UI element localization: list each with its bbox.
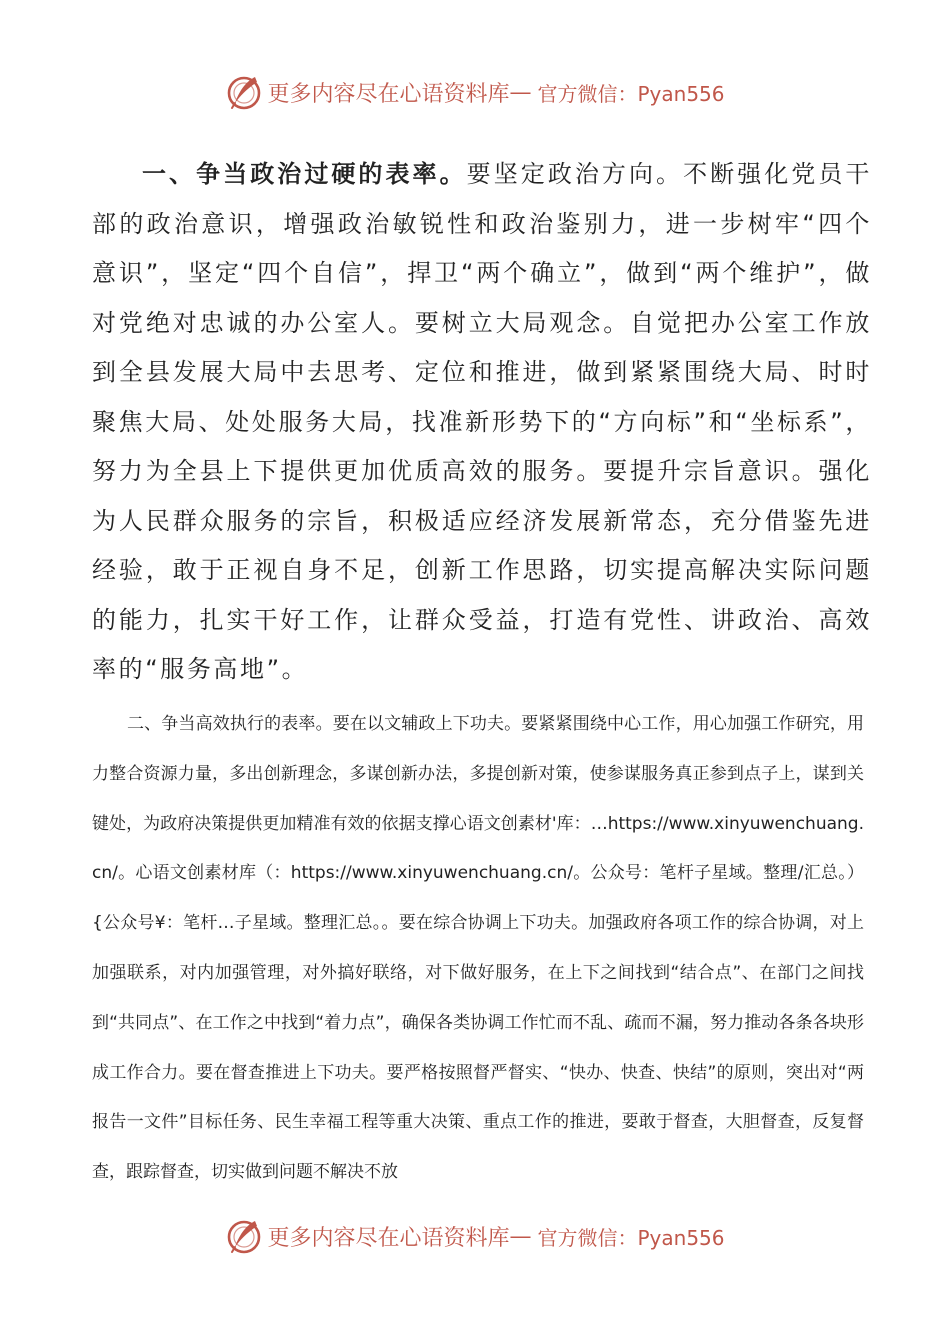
header-brand-text: 更多内容尽在心语资料库 <box>267 81 510 107</box>
footer-separator: — <box>509 1223 532 1249</box>
section1-body: 要坚定政治方向。不断强化党员干部的政治意识，增强政治敏锐性和政治鉴别力，进一步树牢“四个意识”，坚定“四个自信”，捍卫“两个确立”，做到“两个维护”，做对党绝对忠诚的办公室人。要树立大局观念。自觉把办公室工作放到全县发展大局中去思考、定位和推进，做到紧紧围绕大局、时时聚焦大局、处处服务大局，找准新形势下的“方向标”和“坐标系”，努力为全县上下提供更加优质高效的服务。要提升宗旨意识。强化为人民群众服务的宗旨，积极适应经济发展新常态，充分借鉴先进经验，敢于正视自身不足，创新工作思路，切实提高解决实际问题的能力，扎实干好工作，让群众受益，打造有党性、讲政治、高效率的“服务高地”。 <box>92 160 873 683</box>
section2-paragraph: 二、争当高效执行的表率。要在以文辅政上下功夫。要紧紧围绕中心工作，用心加强工作研究，用力整合资源力量，多出创新理念，多谋创新办法，多提创新对策，使参谋服务真正参到点子上，谋到关键处，为政府决策提供更加精准有效的依据支撑心语文创素材'库：…https://www.xinyuwenchuang.cn/。心语文创素材库（：https://www.xinyuwenchuang.cn/。公众号：笔杆子星域。整理/汇总。）{公众号¥：笔杆…子星域。整理汇总。。要在综合协调上下功夫。加强政府各项工作的综合协调，对上加强联系，对内加强管理，对外搞好联络，对下做好服务，在上下之间找到“结合点”、在部门之间找到“共同点”、在工作之中找到“着力点”，确保各类协调工作忙而不乱、疏而不漏，努力推动各条各块形成工作合力。要在督查推进上下功夫。要严格按照督严督实、“快办、快查、快结”的原则，突出对“两报告一文件”目标任务、民生幸福工程等重大决策、重点工作的推进，要敢于督查，大胆督查，反复督查，跟踪督查，切实做到问题不解决不放 <box>92 714 864 1183</box>
header-wechat-label: 官方微信： <box>537 81 638 106</box>
section1-paragraph <box>92 150 872 695</box>
section1-lead: 一、争当政治过硬的表率。 <box>142 160 467 188</box>
header-banner <box>0 72 950 112</box>
footer-quill-logo-icon <box>225 1217 263 1255</box>
header-separator: — <box>509 79 532 105</box>
header-wechat <box>538 78 725 107</box>
quill-logo-icon <box>225 73 263 111</box>
footer-wechat <box>538 1222 725 1251</box>
header-wechat-id: Pyan556 <box>637 81 725 106</box>
footer-wechat-id: Pyan556 <box>637 1225 725 1250</box>
footer-brand-text: 更多内容尽在心语资料库 <box>267 1225 510 1251</box>
footer-wechat-label: 官方微信： <box>537 1225 638 1250</box>
footer-banner <box>0 1216 950 1256</box>
